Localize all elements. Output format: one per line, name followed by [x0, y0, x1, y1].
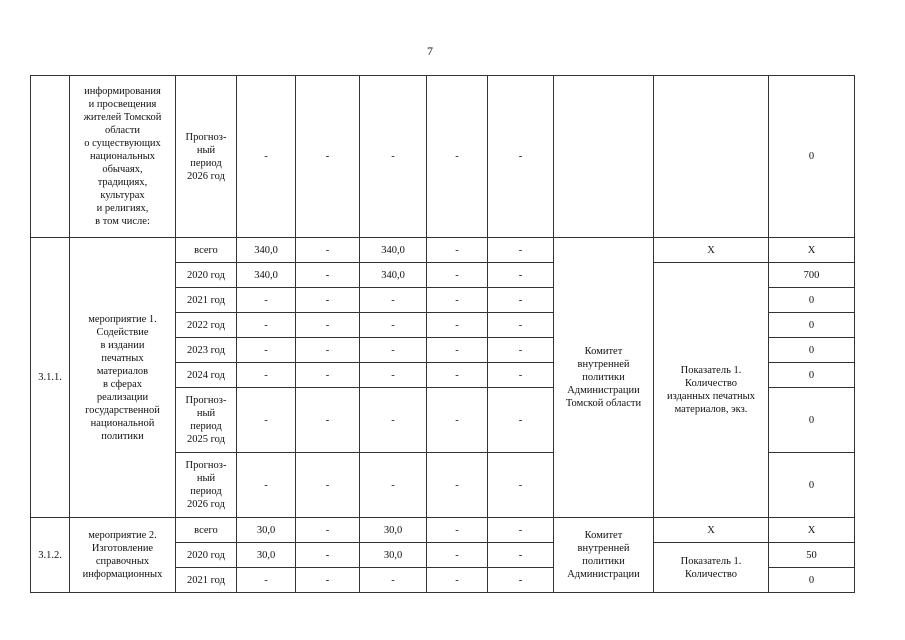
value-cell: -	[427, 453, 488, 518]
value-cell: -	[296, 518, 360, 543]
indicator-value-cell: 0	[769, 363, 855, 388]
indicator-cell: Показатель 1. Количество	[654, 543, 769, 593]
indicator-value-cell: 0	[769, 76, 855, 238]
indicator-value-cell: X	[769, 238, 855, 263]
value-cell: -	[488, 288, 554, 313]
value-cell: -	[296, 238, 360, 263]
value-cell: -	[488, 543, 554, 568]
indicator-value-cell: X	[769, 518, 855, 543]
value-cell: -	[296, 76, 360, 238]
indicator-cell: Показатель 1. Количество изданных печатных материалов, экз.	[654, 263, 769, 518]
indicator-value-cell: 50	[769, 543, 855, 568]
period-cell: Прогноз- ный период 2025 год	[176, 388, 237, 453]
value-cell: 30,0	[237, 543, 296, 568]
code-cell	[31, 76, 70, 238]
value-cell: -	[296, 363, 360, 388]
value-cell: -	[488, 518, 554, 543]
indicator-x-cell: X	[654, 518, 769, 543]
value-cell: -	[488, 76, 554, 238]
value-cell: -	[237, 568, 296, 593]
value-cell: -	[488, 568, 554, 593]
value-cell: 340,0	[360, 238, 427, 263]
value-cell: -	[296, 388, 360, 453]
value-cell: 30,0	[360, 518, 427, 543]
value-cell: 30,0	[237, 518, 296, 543]
value-cell: 340,0	[237, 263, 296, 288]
value-cell: -	[237, 388, 296, 453]
value-cell: -	[427, 338, 488, 363]
value-cell: -	[427, 568, 488, 593]
value-cell: -	[488, 363, 554, 388]
period-cell: всего	[176, 238, 237, 263]
value-cell: -	[237, 313, 296, 338]
value-cell: -	[296, 568, 360, 593]
value-cell: -	[360, 76, 427, 238]
page-number: 7	[427, 44, 433, 58]
name-cell: мероприятие 1. Содействие в издании печатных материалов в сферах реализации государственной национальной политики	[70, 238, 176, 518]
value-cell: -	[360, 453, 427, 518]
value-cell: 340,0	[360, 263, 427, 288]
value-cell: -	[488, 338, 554, 363]
value-cell: -	[427, 518, 488, 543]
period-cell: Прогноз- ный период 2026 год	[176, 76, 237, 238]
value-cell: -	[488, 313, 554, 338]
value-cell: -	[360, 568, 427, 593]
value-cell: -	[427, 288, 488, 313]
period-cell: всего	[176, 518, 237, 543]
indicator-x-cell: X	[654, 238, 769, 263]
table-row	[31, 238, 855, 263]
value-cell: -	[296, 338, 360, 363]
value-cell: -	[296, 313, 360, 338]
value-cell: 30,0	[360, 543, 427, 568]
value-cell: -	[488, 238, 554, 263]
executor-cell: Комитет внутренней политики Администрации	[554, 518, 654, 593]
indicator-value-cell: 0	[769, 338, 855, 363]
value-cell: -	[427, 313, 488, 338]
value-cell: -	[360, 288, 427, 313]
value-cell: -	[427, 263, 488, 288]
name-cell: информирования и просвещения жителей Томской области о существующих национальных обычаях, традициях, культурах и религиях, в том числе:	[70, 76, 176, 238]
value-cell: -	[237, 288, 296, 313]
period-cell: 2021 год	[176, 288, 237, 313]
indicator-value-cell: 0	[769, 288, 855, 313]
value-cell: -	[296, 543, 360, 568]
value-cell: -	[296, 263, 360, 288]
value-cell: 340,0	[237, 238, 296, 263]
period-cell: Прогноз- ный период 2026 год	[176, 453, 237, 518]
indicator-cell	[654, 76, 769, 238]
program-table	[30, 75, 855, 593]
code-cell: 3.1.2.	[31, 518, 70, 593]
period-cell: 2020 год	[176, 263, 237, 288]
table-row	[31, 518, 855, 543]
value-cell: -	[296, 453, 360, 518]
indicator-value-cell: 0	[769, 568, 855, 593]
value-cell: -	[296, 288, 360, 313]
code-cell: 3.1.1.	[31, 238, 70, 518]
value-cell: -	[237, 453, 296, 518]
name-cell: мероприятие 2. Изготовление справочных информационных	[70, 518, 176, 593]
value-cell: -	[360, 363, 427, 388]
value-cell: -	[427, 543, 488, 568]
value-cell: -	[427, 76, 488, 238]
value-cell: -	[488, 453, 554, 518]
value-cell: -	[360, 338, 427, 363]
indicator-value-cell: 0	[769, 453, 855, 518]
indicator-value-cell: 0	[769, 388, 855, 453]
value-cell: -	[360, 388, 427, 453]
executor-cell	[554, 76, 654, 238]
period-cell: 2020 год	[176, 543, 237, 568]
value-cell: -	[488, 388, 554, 453]
value-cell: -	[427, 363, 488, 388]
period-cell: 2023 год	[176, 338, 237, 363]
period-cell: 2021 год	[176, 568, 237, 593]
value-cell: -	[360, 313, 427, 338]
table-body	[31, 76, 855, 593]
executor-cell: Комитет внутренней политики Администрации Томской области	[554, 238, 654, 518]
value-cell: -	[237, 338, 296, 363]
period-cell: 2024 год	[176, 363, 237, 388]
period-cell: 2022 год	[176, 313, 237, 338]
value-cell: -	[427, 388, 488, 453]
value-cell: -	[237, 363, 296, 388]
indicator-value-cell: 0	[769, 313, 855, 338]
value-cell: -	[427, 238, 488, 263]
table-row-continued	[31, 76, 855, 238]
indicator-value-cell: 700	[769, 263, 855, 288]
value-cell: -	[237, 76, 296, 238]
value-cell: -	[488, 263, 554, 288]
